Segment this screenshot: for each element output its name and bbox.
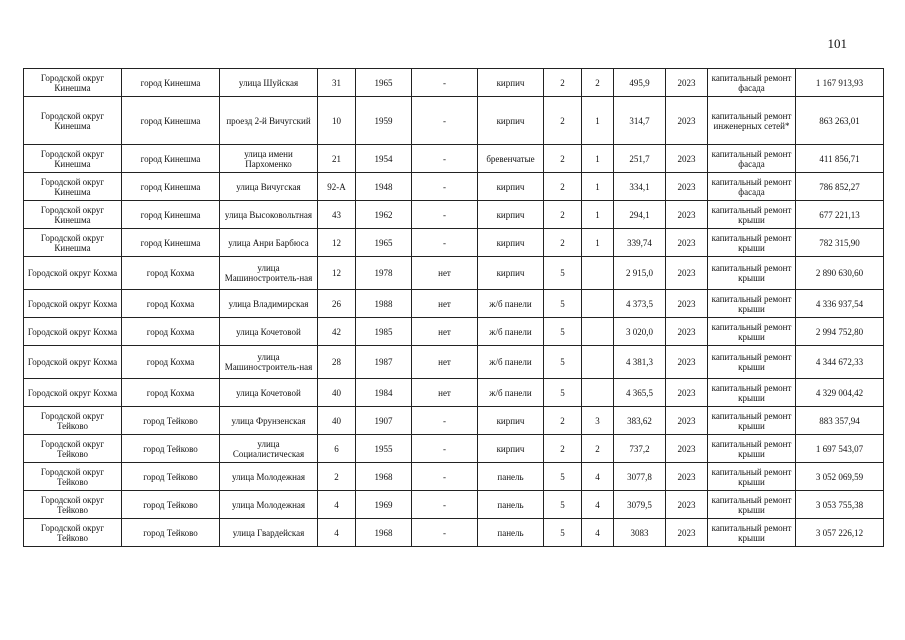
build-year-cell: 1965	[356, 229, 412, 257]
work-type-cell: капитальный ремонт крыши	[708, 318, 796, 346]
street-cell: улица Машиностроитель-ная	[220, 257, 318, 290]
work-type-cell: капитальный ремонт фасада	[708, 145, 796, 173]
entrances-cell: 2	[582, 69, 614, 97]
plan-year-cell: 2023	[666, 173, 708, 201]
work-type-cell: капитальный ремонт крыши	[708, 407, 796, 435]
floors-cell: 5	[544, 519, 582, 547]
wall-material-cell: кирпич	[478, 97, 544, 145]
area-cell: 3079,5	[614, 491, 666, 519]
wall-material-cell: кирпич	[478, 407, 544, 435]
cost-cell: 786 852,27	[796, 173, 884, 201]
entrances-cell: 4	[582, 463, 614, 491]
area-cell: 334,1	[614, 173, 666, 201]
repair-cell: -	[412, 145, 478, 173]
table-row	[24, 257, 884, 290]
house-number-cell: 12	[318, 257, 356, 290]
street-cell: улица Кочетовой	[220, 318, 318, 346]
town-cell: город Кохма	[122, 346, 220, 379]
plan-year-cell: 2023	[666, 463, 708, 491]
wall-material-cell: панель	[478, 463, 544, 491]
plan-year-cell: 2023	[666, 435, 708, 463]
area-cell: 495,9	[614, 69, 666, 97]
floors-cell: 5	[544, 379, 582, 407]
table-row	[24, 463, 884, 491]
build-year-cell: 1955	[356, 435, 412, 463]
wall-material-cell: кирпич	[478, 435, 544, 463]
entrances-cell: 1	[582, 229, 614, 257]
house-number-cell: 21	[318, 145, 356, 173]
floors-cell: 5	[544, 257, 582, 290]
cost-cell: 2 890 630,60	[796, 257, 884, 290]
cost-cell: 1 167 913,93	[796, 69, 884, 97]
floors-cell: 5	[544, 463, 582, 491]
plan-year-cell: 2023	[666, 145, 708, 173]
town-cell: город Тейково	[122, 407, 220, 435]
town-cell: город Тейково	[122, 435, 220, 463]
street-cell: улица Фрунзенская	[220, 407, 318, 435]
table-row	[24, 318, 884, 346]
house-number-cell: 43	[318, 201, 356, 229]
house-number-cell: 4	[318, 519, 356, 547]
street-cell: улица Анри Барбюса	[220, 229, 318, 257]
entrances-cell: 1	[582, 97, 614, 145]
cost-cell: 1 697 543,07	[796, 435, 884, 463]
build-year-cell: 1959	[356, 97, 412, 145]
cost-cell: 3 052 069,59	[796, 463, 884, 491]
area-cell: 3083	[614, 519, 666, 547]
repair-cell: -	[412, 519, 478, 547]
town-cell: город Кохма	[122, 257, 220, 290]
cost-cell: 411 856,71	[796, 145, 884, 173]
street-cell: улица Кочетовой	[220, 379, 318, 407]
plan-year-cell: 2023	[666, 97, 708, 145]
district-cell: Городской округ Кинешма	[24, 97, 122, 145]
repair-cell: -	[412, 201, 478, 229]
plan-year-cell: 2023	[666, 229, 708, 257]
street-cell: улица Молодежная	[220, 463, 318, 491]
wall-material-cell: кирпич	[478, 257, 544, 290]
repair-cell: -	[412, 491, 478, 519]
repair-cell: нет	[412, 379, 478, 407]
floors-cell: 5	[544, 318, 582, 346]
district-cell: Городской округ Кохма	[24, 346, 122, 379]
area-cell: 4 373,5	[614, 290, 666, 318]
district-cell: Городской округ Тейково	[24, 407, 122, 435]
repair-cell: нет	[412, 290, 478, 318]
table-row	[24, 201, 884, 229]
table-row	[24, 97, 884, 145]
town-cell: город Кинешма	[122, 97, 220, 145]
district-cell: Городской округ Кинешма	[24, 145, 122, 173]
house-number-cell: 42	[318, 318, 356, 346]
cost-cell: 883 357,94	[796, 407, 884, 435]
work-type-cell: капитальный ремонт крыши	[708, 435, 796, 463]
entrances-cell	[582, 346, 614, 379]
town-cell: город Кинешма	[122, 229, 220, 257]
build-year-cell: 1965	[356, 69, 412, 97]
town-cell: город Кинешма	[122, 145, 220, 173]
street-cell: улица Вичугская	[220, 173, 318, 201]
area-cell: 3077,8	[614, 463, 666, 491]
build-year-cell: 1962	[356, 201, 412, 229]
plan-year-cell: 2023	[666, 491, 708, 519]
table-row	[24, 173, 884, 201]
district-cell: Городской округ Кохма	[24, 257, 122, 290]
work-type-cell: капитальный ремонт крыши	[708, 519, 796, 547]
entrances-cell: 4	[582, 519, 614, 547]
house-number-cell: 12	[318, 229, 356, 257]
build-year-cell: 1948	[356, 173, 412, 201]
area-cell: 314,7	[614, 97, 666, 145]
build-year-cell: 1969	[356, 491, 412, 519]
entrances-cell	[582, 379, 614, 407]
area-cell: 251,7	[614, 145, 666, 173]
work-type-cell: капитальный ремонт крыши	[708, 346, 796, 379]
plan-year-cell: 2023	[666, 379, 708, 407]
floors-cell: 5	[544, 346, 582, 379]
district-cell: Городской округ Кинешма	[24, 201, 122, 229]
area-cell: 737,2	[614, 435, 666, 463]
work-type-cell: капитальный ремонт фасада	[708, 69, 796, 97]
table-row	[24, 379, 884, 407]
area-cell: 4 381,3	[614, 346, 666, 379]
town-cell: город Кохма	[122, 318, 220, 346]
floors-cell: 2	[544, 407, 582, 435]
district-cell: Городской округ Кинешма	[24, 229, 122, 257]
entrances-cell: 2	[582, 435, 614, 463]
table-row	[24, 145, 884, 173]
area-cell: 339,74	[614, 229, 666, 257]
district-cell: Городской округ Кохма	[24, 318, 122, 346]
floors-cell: 2	[544, 145, 582, 173]
wall-material-cell: ж/б панели	[478, 379, 544, 407]
floors-cell: 2	[544, 69, 582, 97]
wall-material-cell: кирпич	[478, 229, 544, 257]
street-cell: улица Молодежная	[220, 491, 318, 519]
page-number: 101	[827, 36, 847, 51]
entrances-cell: 3	[582, 407, 614, 435]
wall-material-cell: ж/б панели	[478, 346, 544, 379]
plan-year-cell: 2023	[666, 69, 708, 97]
entrances-cell	[582, 318, 614, 346]
wall-material-cell: кирпич	[478, 69, 544, 97]
district-cell: Городской округ Кохма	[24, 379, 122, 407]
cost-cell: 3 057 226,12	[796, 519, 884, 547]
plan-year-cell: 2023	[666, 346, 708, 379]
street-cell: улица Владимирская	[220, 290, 318, 318]
repair-cell: -	[412, 463, 478, 491]
house-number-cell: 4	[318, 491, 356, 519]
wall-material-cell: панель	[478, 491, 544, 519]
area-cell: 383,62	[614, 407, 666, 435]
area-cell: 3 020,0	[614, 318, 666, 346]
plan-year-cell: 2023	[666, 257, 708, 290]
house-number-cell: 40	[318, 407, 356, 435]
house-number-cell: 28	[318, 346, 356, 379]
repair-cell: нет	[412, 346, 478, 379]
town-cell: город Тейково	[122, 463, 220, 491]
build-year-cell: 1988	[356, 290, 412, 318]
wall-material-cell: кирпич	[478, 173, 544, 201]
town-cell: город Кинешма	[122, 69, 220, 97]
floors-cell: 2	[544, 435, 582, 463]
house-number-cell: 40	[318, 379, 356, 407]
street-cell: улица Машиностроитель-ная	[220, 346, 318, 379]
repair-cell: нет	[412, 318, 478, 346]
build-year-cell: 1985	[356, 318, 412, 346]
floors-cell: 2	[544, 201, 582, 229]
area-cell: 4 365,5	[614, 379, 666, 407]
town-cell: город Кинешма	[122, 173, 220, 201]
work-type-cell: капитальный ремонт инженерных сетей*	[708, 97, 796, 145]
table-row	[24, 491, 884, 519]
town-cell: город Кохма	[122, 379, 220, 407]
district-cell: Городской округ Тейково	[24, 491, 122, 519]
table-row	[24, 290, 884, 318]
town-cell: город Кохма	[122, 290, 220, 318]
district-cell: Городской округ Тейково	[24, 463, 122, 491]
district-cell: Городской округ Кохма	[24, 290, 122, 318]
floors-cell: 2	[544, 229, 582, 257]
cost-cell: 4 336 937,54	[796, 290, 884, 318]
cost-cell: 782 315,90	[796, 229, 884, 257]
table-row	[24, 435, 884, 463]
entrances-cell	[582, 257, 614, 290]
repair-cell: нет	[412, 257, 478, 290]
area-cell: 2 915,0	[614, 257, 666, 290]
work-type-cell: капитальный ремонт крыши	[708, 491, 796, 519]
wall-material-cell: кирпич	[478, 201, 544, 229]
floors-cell: 2	[544, 97, 582, 145]
cost-cell: 677 221,13	[796, 201, 884, 229]
house-number-cell: 26	[318, 290, 356, 318]
entrances-cell: 4	[582, 491, 614, 519]
build-year-cell: 1968	[356, 463, 412, 491]
work-type-cell: капитальный ремонт крыши	[708, 379, 796, 407]
work-type-cell: капитальный ремонт фасада	[708, 173, 796, 201]
district-cell: Городской округ Тейково	[24, 519, 122, 547]
wall-material-cell: бревенчатые	[478, 145, 544, 173]
repair-cell: -	[412, 435, 478, 463]
floors-cell: 5	[544, 491, 582, 519]
house-number-cell: 6	[318, 435, 356, 463]
street-cell: улица Социалистическая	[220, 435, 318, 463]
table-row	[24, 519, 884, 547]
plan-year-cell: 2023	[666, 318, 708, 346]
repair-cell: -	[412, 407, 478, 435]
table-row	[24, 69, 884, 97]
house-number-cell: 10	[318, 97, 356, 145]
repair-cell: -	[412, 173, 478, 201]
repair-program-table	[23, 68, 884, 547]
repair-cell: -	[412, 97, 478, 145]
district-cell: Городской округ Кинешма	[24, 173, 122, 201]
plan-year-cell: 2023	[666, 407, 708, 435]
entrances-cell	[582, 290, 614, 318]
build-year-cell: 1984	[356, 379, 412, 407]
work-type-cell: капитальный ремонт крыши	[708, 290, 796, 318]
town-cell: город Тейково	[122, 519, 220, 547]
work-type-cell: капитальный ремонт крыши	[708, 463, 796, 491]
area-cell: 294,1	[614, 201, 666, 229]
cost-cell: 863 263,01	[796, 97, 884, 145]
cost-cell: 4 329 004,42	[796, 379, 884, 407]
entrances-cell: 1	[582, 173, 614, 201]
entrances-cell: 1	[582, 201, 614, 229]
table-row	[24, 229, 884, 257]
wall-material-cell: панель	[478, 519, 544, 547]
build-year-cell: 1978	[356, 257, 412, 290]
house-number-cell: 2	[318, 463, 356, 491]
plan-year-cell: 2023	[666, 201, 708, 229]
entrances-cell: 1	[582, 145, 614, 173]
house-number-cell: 31	[318, 69, 356, 97]
wall-material-cell: ж/б панели	[478, 290, 544, 318]
district-cell: Городской округ Кинешма	[24, 69, 122, 97]
work-type-cell: капитальный ремонт крыши	[708, 201, 796, 229]
town-cell: город Кинешма	[122, 201, 220, 229]
build-year-cell: 1954	[356, 145, 412, 173]
work-type-cell: капитальный ремонт крыши	[708, 257, 796, 290]
floors-cell: 5	[544, 290, 582, 318]
town-cell: город Тейково	[122, 491, 220, 519]
street-cell: улица имени Пархоменко	[220, 145, 318, 173]
wall-material-cell: ж/б панели	[478, 318, 544, 346]
plan-year-cell: 2023	[666, 519, 708, 547]
plan-year-cell: 2023	[666, 290, 708, 318]
street-cell: проезд 2-й Вичугский	[220, 97, 318, 145]
build-year-cell: 1907	[356, 407, 412, 435]
repair-cell: -	[412, 229, 478, 257]
table-row	[24, 407, 884, 435]
build-year-cell: 1987	[356, 346, 412, 379]
table-row	[24, 346, 884, 379]
district-cell: Городской округ Тейково	[24, 435, 122, 463]
street-cell: улица Высоковольтная	[220, 201, 318, 229]
house-number-cell: 92-А	[318, 173, 356, 201]
cost-cell: 3 053 755,38	[796, 491, 884, 519]
street-cell: улица Шуйская	[220, 69, 318, 97]
cost-cell: 4 344 672,33	[796, 346, 884, 379]
repair-cell: -	[412, 69, 478, 97]
cost-cell: 2 994 752,80	[796, 318, 884, 346]
street-cell: улица Гвардейская	[220, 519, 318, 547]
build-year-cell: 1968	[356, 519, 412, 547]
work-type-cell: капитальный ремонт крыши	[708, 229, 796, 257]
floors-cell: 2	[544, 173, 582, 201]
